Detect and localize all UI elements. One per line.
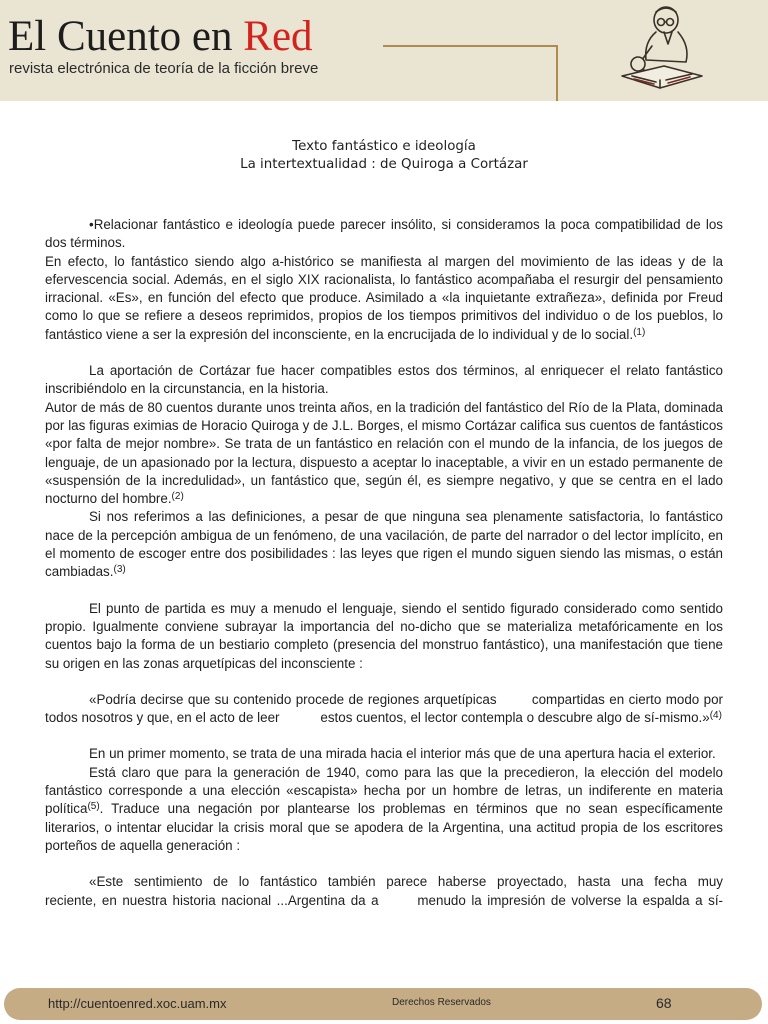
header-rule-vertical [556, 45, 558, 101]
paragraph: El punto de partida es muy a menudo el lenguaje, siendo el sentido figurado considerado como sentido propio. Igualmente conviene subrayar la importancia del no-dicho que se materializa metafóricamente en los cuentos bajo la forma de un bestiario completo (presencia del monstruo fantástico), una manifestación que tiene su origen en las zonas arquetípicas del inconsciente : [45, 600, 723, 671]
footnote-ref: (4) [709, 710, 722, 722]
masthead-tagline: revista electrónica de teoría de la ficción breve [9, 60, 319, 77]
header-rule-horizontal [383, 45, 558, 47]
quote: «Podría decirse que su contenido procede de regiones arquetípicas compartidas en cierto modo por todos nosotros y que, en el acto de leer estos cuentos, el lector contempla o descubre algo de sí-mismo.»$^{(4)}$ [45, 691, 727, 726]
paragraph: La aportación de Cortázar fue hacer compatibles estos dos términos, al enriquecer el relato fantástico inscribiéndolo en la circunstancia, en la historia. [45, 363, 723, 397]
article-body [45, 216, 727, 910]
footer-rights: Derechos Reservados [392, 997, 491, 1008]
page-footer [4, 988, 762, 1020]
paragraph: Si nos referimos a las definiciones, a pesar de que ninguna sea plenamente satisfactoria, lo fantástico nace de la percepción ambigua de un fenómeno, de una vacilación, de parte del narrador o del lector implícito, en el momento de escoger entre dos posibilidades : las leyes que rigen el mundo siguen siendo las mismas, o están cambiadas.$^{(3)}$ [45, 509, 723, 580]
article-title: Texto fantástico e ideología [292, 139, 476, 154]
paragraph: Autor de más de 80 cuentos durante unos treinta años, en la tradición del fantástico del Río de la Plata, dominada por las figuras eximias de Horacio Quiroga y de J.L. Borges, el mismo Cortázar califica sus cuentos de fantásticos «por falta de mejor nombre». Se trata de un fantástico en relación con el mundo de la infancia, de los juegos de lenguaje, de un apasionado por la lectura, dispuesto a aceptar lo inaceptable, a vivir en un estado permanente de «suspensión de la incredulidad», un fantástico que, según él, es siempre negativo, y que se centra en el lado nocturno del hombre.$^{(2)}$ [45, 399, 723, 507]
footer-url[interactable]: http://cuentoenred.xoc.uam.mx [48, 996, 227, 1011]
paragraph: •Relacionar fantástico e ideología puede parecer insólito, si consideramos la poca compatibilidad de los dos términos. [45, 217, 723, 251]
masthead-accent: Red [243, 13, 313, 60]
paragraph: En efecto, lo fantástico siendo algo a-histórico se manifiesta al margen del movimiento de las ideas y de la efervescencia social. Además, en el siglo XIX racionalista, lo fantástico acompañaba el resurgir del pensamiento irracional. «Es», en función del efecto que produce. Asimilado a «la inquietante extrañeza», definida por Freud como lo que se refiere a deseos reprimidos, propios de los tiempos primitivos del individuo o de los pueblos, lo fantástico viene a ser la expresión del inconsciente, en la encrucijada de lo individual y de lo social.$^{(1)}$ [45, 253, 723, 342]
footnote-ref: (3) [113, 564, 126, 576]
paragraph: En un primer momento, se trata de una mirada hacia el interior más que de una apertura hacia el exterior. [89, 746, 716, 762]
footnote-ref: (5) [87, 801, 100, 813]
paragraph: Está claro que para la generación de 1940, como para las que la precedieron, la elección del modelo fantástico corresponde a una elección «escapista» hecha por un hombre de letras, un indiferente en materia política$^{(5)}$. Traduce una negación por plantearse los problemas en términos que no sean específicamente literarios, o intentar elucidar la crisis moral que se apodera de la Argentina, una actitud propia de los escritores porteños de aquella generación : [45, 764, 723, 853]
article-subtitle: La intertextualidad : de Quiroga a Cortázar [240, 157, 528, 172]
article-heading [0, 138, 768, 174]
reader-with-magnifying-glass-icon [616, 2, 708, 94]
masthead-title: El Cuento en Red [8, 13, 313, 60]
footnote-ref: (1) [633, 326, 646, 338]
masthead-banner [0, 0, 768, 101]
page-number: 68 [656, 995, 672, 1011]
footnote-ref: (2) [171, 491, 184, 503]
quote: reciente, en nuestra historia nacional ...Argentina da a menudo la impresión de volverse la espalda a sí- [45, 892, 723, 908]
quote: «Este sentimiento de lo fantástico también parece haberse proyectado, hasta una fecha muy [89, 874, 723, 890]
